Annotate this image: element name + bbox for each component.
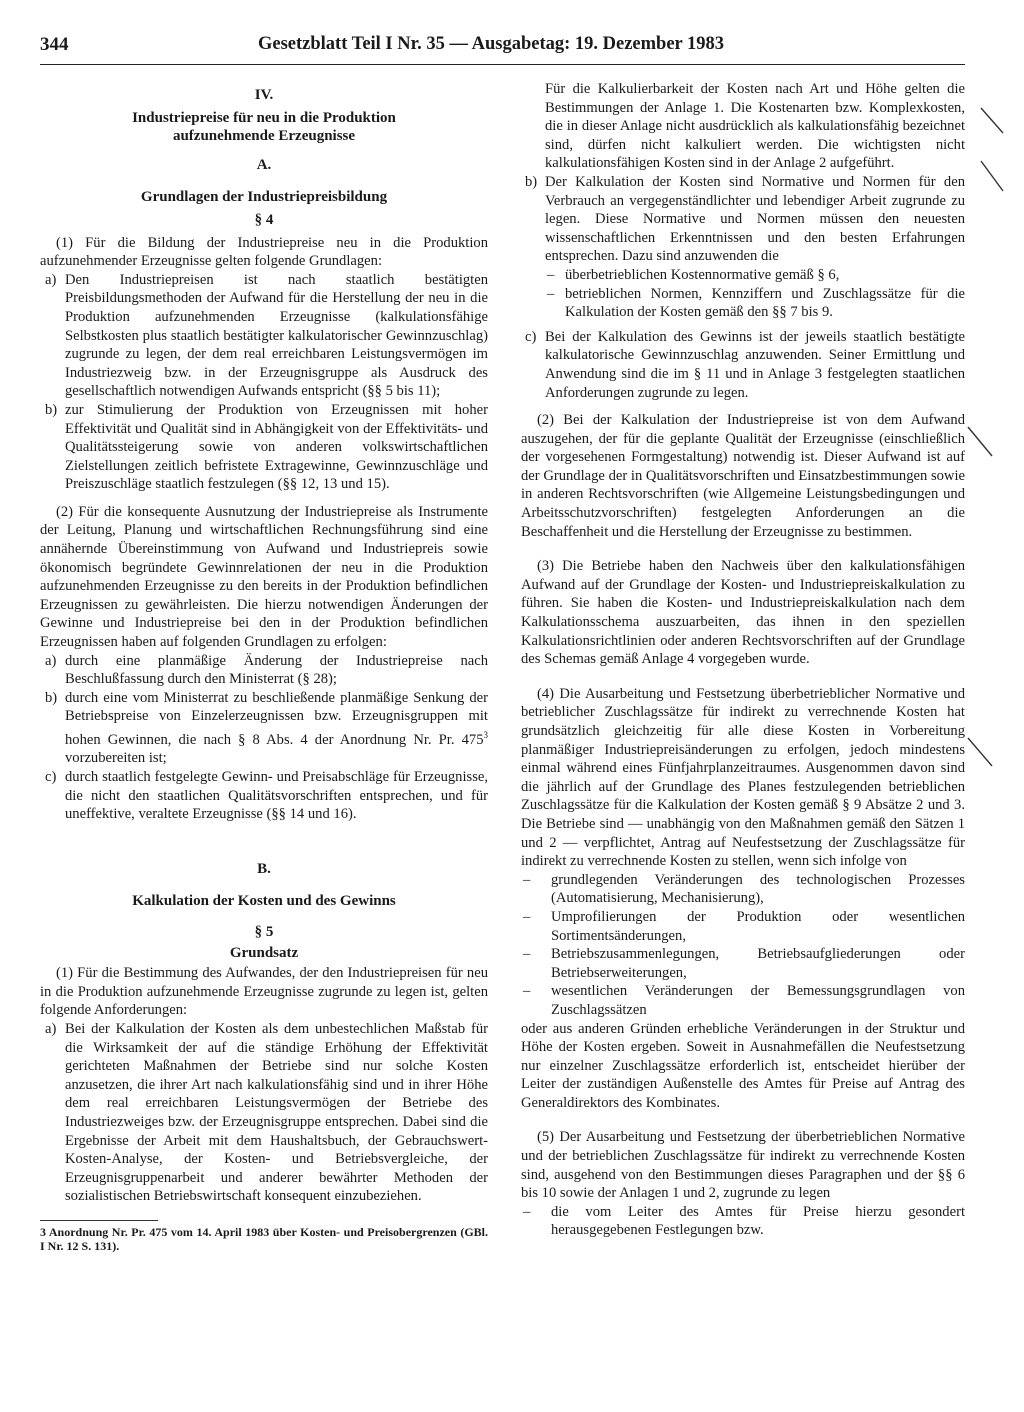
dash-text: Betriebszusammenlegungen, Betriebsaufgliederungen oder Betriebserweiterungen, xyxy=(551,946,965,981)
item-label: c) xyxy=(525,328,537,345)
item-label: b) xyxy=(45,401,58,418)
p4-subsection-2: (2) Für die konsequente Ausnutzung der Industriepreise als Instrumente der Leitung, Planung und wirtschaftlichen Rechnungsführung sind eine annähernde Übereinstimmung von Aufwand und Industriepreis sowie ökonomisch begründete Gewinnrelationen der neu in die Produktion aufzunehmenden Erzeugnisse zu den bereits in der Produktion befindlichen Erzeugnissen zu gewährleisten. Die hierzu notwendigen Änderungen der Gewinne und Industriepreise bei den in der Produktion befindlichen Erzeugnissen haben auf folgenden Grundlagen zu erfolgen: xyxy=(40,503,488,651)
p5-4-continuation: oder aus anderen Gründen erhebliche Veränderungen in der Struktur und Höhe der Kosten ergeben. Soweit in Ausnahmefällen die Neufestsetzung nur einzelner Zuschlagssätze erforderlich ist, entscheidet hierüber der Leiter der zuständigen Außenstelle des Amtes für Preise auf Antrag des Generaldirektors des Kombinates. xyxy=(521,1020,965,1111)
paragraph-5-heading: § 5 xyxy=(254,924,274,941)
dash-text: Umprofilierungen der Produktion oder wesentlichen Sortimentsänderungen, xyxy=(551,908,965,944)
item-text-end: vorzubereiten ist; xyxy=(65,750,167,767)
item-label: c) xyxy=(45,769,57,786)
footnote: 3 Anordnung Nr. Pr. 475 vom 14. April 1983 über Kosten- und Preisobergrenzen (GBl. I Nr. 12 S. 131). xyxy=(40,1224,488,1253)
p4-subsection-1: (1) Für die Bildung der Industriepreise neu in die Produktion aufzunehmender Erzeugnisse gelten folgende Grundlagen: xyxy=(40,234,488,270)
section-a-label: A. xyxy=(256,156,272,173)
margin-tick-mark xyxy=(981,161,1003,191)
item-text: zur Stimulierung der Produktion von Erzeugnissen mit hoher Effektivität und Qualität sind in Abhängigkeit von der Effektivitäts- und Qualitätssteigerung sowie von anderen volkswirtschaftlichen Zielstellungen zeitlich befristete Extragewinne, Gewinnzuschläge und Preiszuschläge staatlich festzulegen (§§ 12, 13 und 15). xyxy=(65,401,488,493)
item-text: durch staatlich festgelegte Gewinn- und Preisabschläge für Erzeugnisse, die nicht den staatlichen Qualitätsvorschriften entsprechen, und für uneffektive, veraltete Erzeugnisse (§§ 14 und 16). xyxy=(65,769,488,823)
dash-text: überbetrieblichen Kostennormative gemäß § 6, xyxy=(565,266,840,283)
item-label: a) xyxy=(45,1020,57,1037)
section-b-title: Kalkulation der Kosten und des Gewinns xyxy=(132,893,396,910)
item-label: b) xyxy=(525,173,538,190)
item-text: Bei der Kalkulation des Gewinns ist der jeweils staatlich bestätigte kalkulatorische Gewinnzuschlag anzuwenden. Seiner Ermittlung und Anwendung sind die im § 11 und in Anlage 3 festgelegten staatlichen Anforderungen zugrunde zu legen. xyxy=(545,328,965,401)
dash-text: grundlegenden Veränderungen des technologischen Prozesses (Automatisierung, Mechanisierung), xyxy=(551,871,965,907)
p5-subsection-3: (3) Die Betriebe haben den Nachweis über den kalkulationsfähigen Aufwand auf der Grundlage der Kosten- und Industriepreiskalkulation zu führen. Sie haben die Kosten- und Industriepreiskalkulation nach dem Kalkulationsschema auszuarbeiten, das ihnen in den speziellen Kalkulationsrichtlinien oder anderen Rechtsvorschriften auf der Grundlage des Schemas gemäß Anlage 4 vorgegeben wurde. xyxy=(521,558,965,668)
item-text: durch eine planmäßige Änderung der Industriepreise nach Beschlußfassung durch den Ministerrat (§ 28); xyxy=(65,652,488,688)
dash-label: – xyxy=(523,946,531,963)
p5-subsection-5: (5) Der Ausarbeitung und Festsetzung der überbetrieblichen Normative und der betrieblichen Zuschlagssätze für indirekt zu verrechnende Kosten sind, ausgehend von den Bestimmungen dieses Paragraphen und der §§ 6 bis 10 sowie der Anlagen 1 und 2, zugrunde zu legen xyxy=(521,1129,965,1202)
page-number: 344 xyxy=(40,34,69,55)
p5-subsection-1: (1) Für die Bestimmung des Aufwandes, der den Industriepreisen für neu in die Produktion aufzunehmende Erzeugnisse zugrunde zu legen ist, gelten folgende Anforderungen: xyxy=(40,965,488,1019)
margin-tick-mark xyxy=(981,108,1003,133)
item-label: b) xyxy=(45,689,58,706)
dash-label: – xyxy=(547,285,555,302)
dash-text: die vom Leiter des Amtes für Preise hierzu gesondert herausgegebenen Festlegungen bzw. xyxy=(551,1203,965,1239)
paragraph-5-title: Grundsatz xyxy=(229,944,299,961)
part-title: Industriepreise für neu in die Produktion aufzunehmende Erzeugnisse xyxy=(132,109,396,145)
dash-text: betrieblichen Normen, Kennziffern und Zuschlagssätze für die Kalkulation der Kosten gemäß den §§ 7 bis 9. xyxy=(565,285,965,321)
item-label: a) xyxy=(45,271,57,288)
footnote-ref: 3 xyxy=(483,730,488,740)
margin-tick-mark xyxy=(968,427,992,456)
section-a-title: Grundlagen der Industriepreisbildung xyxy=(140,189,388,206)
item-text: Bei der Kalkulation der Kosten als dem unbestechlichen Maßstab für die Wirksamkeit der auf die ständige Erhöhung der Effektivität gerichteten Maßnahmen der Betriebe sind nur solche Kosten anzusetzen, die ihrer Art nach kalkulationsfähig sind und in ihrer Höhe dem real erreichbaren Leistungsvermögen der Betriebe des Industriezweiges bzw. der Erzeugnisgruppe entsprechen. Dabei sind die Ergebnisse der Arbeit mit dem Haushaltsbuch, der Gebrauchswert-Kosten-Analyse, der Kosten- und Betriebsvergleiche, der Erzeugnisgruppenarbeit und anderer bewährter Methoden der sozialistischen Betriebswirtschaft konsequent einzubeziehen. xyxy=(65,1020,488,1205)
p5-1a-continuation: Für die Kalkulierbarkeit der Kosten nach Art und Höhe gelten die Bestimmungen der Anlage 1. Die Kostenarten bzw. Komplexkosten, die in dieser Anlage nicht ausdrücklich als kalkulationsfähig bezeichnet sind, dürfen nicht kalkuliert werden. Die wichtigsten nicht kalkulationsfähigen Kosten sind in der Anlage 2 aufgeführt. xyxy=(545,81,965,172)
p5-subsection-4: (4) Die Ausarbeitung und Festsetzung überbetrieblicher Normative und betrieblicher Zuschlagssätze für indirekt zu verrechnende Kosten hat grundsätzlich gleichzeitig für alle diese Kosten in Vorbereitung planmäßiger Industriepreisänderungen zu erfolgen, jedoch mindestens einmal während eines Fünfjahrplanzeitraumes. Ausgenommen davon sind die jährlich auf der Grundlage des Planes festzulegenden betrieblichen Zuschlagssätze für die Kalkulation der Kosten gemäß § 9 Absätze 2 und 3. Die Betriebe sind — unabhängig von den Maßnahmen gemäß den Sätzen 1 und 2 — verpflichtet, Antrag auf Neufestsetzung der Zuschlagssätze für indirekt zu verrechnende Kosten zu stellen, wenn sich infolge von xyxy=(521,685,965,870)
dash-label: – xyxy=(523,983,531,1000)
section-b-label: B. xyxy=(257,860,271,877)
dash-label: – xyxy=(523,1203,531,1220)
dash-label: – xyxy=(523,871,531,888)
dash-label: – xyxy=(523,908,531,925)
item-label: a) xyxy=(45,652,57,669)
dash-label: – xyxy=(547,266,555,283)
part-number: IV. xyxy=(254,87,274,103)
item-text: Der Kalkulation der Kosten sind Normative und Normen für den Verbrauch an vergegenständlichter und lebendiger Arbeit zugrunde zu legen. Diese Normative und Normen müssen den neuesten wissenschaftlichen Erkenntnissen und den besten Erfahrungen entsprechen. Dazu sind anzuwenden die xyxy=(545,173,965,265)
paragraph-4-heading: § 4 xyxy=(254,211,274,228)
item-text: Den Industriepreisen ist nach staatlich bestätigten Preisbildungsmethoden der Aufwand für die Herstellung der neu in die Produktion aufzunehmenden Erzeugnisse (kalkulationsfähige Selbstkosten plus staatlich bestätigter kalkulatorischer Gewinnzuschlag) zugrunde zu legen, der dem real erreichbaren Leistungsvermögen im Industriezweig bzw. in der Erzeugnisgruppe als Ausdruck des gesellschaftlich notwendigen Aufwands entspricht (§§ 5 bis 11); xyxy=(65,271,488,400)
header-title: Gesetzblatt Teil I Nr. 35 — Ausgabetag: 19. Dezember 1983 xyxy=(258,34,725,54)
margin-tick-mark xyxy=(968,738,992,766)
dash-text: wesentlichen Veränderungen der Bemessungsgrundlagen von Zuschlagssätzen xyxy=(551,983,965,1018)
p5-subsection-2: (2) Bei der Kalkulation der Industriepreise ist von dem Aufwand auszugehen, der für die geplante Qualität der Erzeugnisse (einschließlich der vorgesehenen Formgestaltung) notwendig ist. Dieser Aufwand ist auf der Grundlage der in Qualitätsvorschriften und Einsatzbestimmungen sowie in anderen Rechtsvorschriften (wie Allgemeine Leistungsbedingungen und Arbeitsschutzvorschriften) festgelegten Anforderungen an die Beschaffenheit und die Herstellung der Erzeugnisse zu bestimmen. xyxy=(521,412,965,540)
item-text: durch eine vom Ministerrat zu beschließende planmäßige Senkung der Betriebspreise von Einzelerzeugnissen bzw. Erzeugnisgruppen mit hohen Gewinnen, die nach § 8 Abs. 4 der Anordnung Nr. Pr. 475 xyxy=(65,689,488,748)
